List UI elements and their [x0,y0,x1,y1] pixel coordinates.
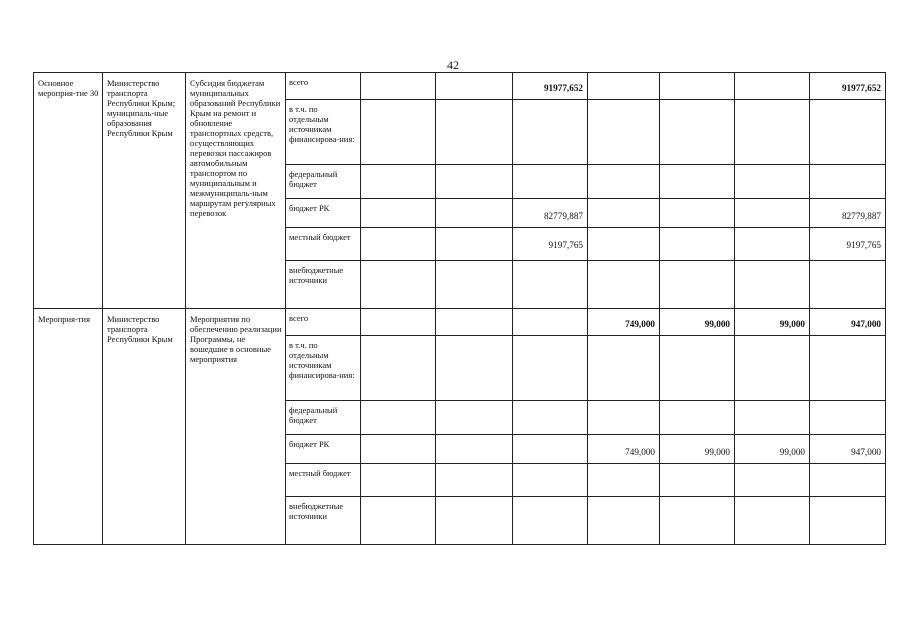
description-text: Мероприятия по обеспечению реализации Программы, не вошедшие в основные мероприятия [190,314,282,364]
value-text [361,336,435,346]
value-text [588,165,659,175]
value-cell [513,435,588,464]
value-text [735,401,809,411]
value-text [588,261,659,271]
value-cell [436,73,513,100]
value-cell [361,165,436,199]
value-text [436,401,512,411]
funding-source-cell [286,464,361,497]
value-text [361,401,435,411]
executor-cell [103,309,186,545]
value-cell [513,401,588,435]
value-cell [810,309,886,336]
value-cell [436,199,513,228]
value-text [810,100,885,110]
value-cell [588,228,660,261]
value-text [588,401,659,411]
funding-source-label: бюджет РК [289,203,330,213]
value-text [735,228,809,240]
funding-source-cell [286,401,361,435]
value-cell [810,497,886,545]
value-text [361,165,435,175]
value-text [588,497,659,507]
value-cell [735,309,810,336]
value-text [735,73,809,83]
funding-source-label: федеральный бюджет [289,169,338,189]
value-text [513,464,587,476]
funding-source-label: всего [289,313,309,323]
funding-source-label: внебюджетные источники [289,265,344,285]
value-text [513,309,587,319]
value-cell [588,497,660,545]
value-text [735,100,809,110]
value-cell [361,309,436,336]
executor-text: Министерство транспорта Республики Крым [107,314,173,344]
value-cell [436,228,513,261]
value-text [735,497,809,507]
value-cell [436,165,513,199]
value-cell [660,401,735,435]
measure-name-cell [34,73,103,309]
value-cell [361,435,436,464]
value-text [660,464,734,476]
value-text [513,435,587,447]
value-text: 91977,652 [543,83,583,93]
funding-source-cell [286,336,361,401]
value-text [361,309,435,319]
funding-source-cell [286,228,361,261]
funding-source-cell [286,261,361,309]
value-text [810,261,885,271]
value-text [588,464,659,476]
value-cell [436,464,513,497]
value-text [513,497,587,507]
description-text: Субсидия бюджетам муниципальных образований Республики Крым на ремонт и обновление транспортных средств, осуществляющих перевозки пассажиров автомобильным транспортом по муниципальным и межмуниципаль-ным маршрутам регулярных перевозок [190,78,281,218]
value-text: 749,000 [625,319,655,329]
value-text [361,261,435,271]
value-cell [361,401,436,435]
funding-source-cell [286,435,361,464]
value-cell [588,309,660,336]
measure-name-text: Мероприя-тия [38,314,90,324]
value-cell [735,261,810,309]
executor-text: Министерство транспорта Республики Крым; муниципаль-ные образования Республики Крым [107,78,176,138]
value-cell [660,228,735,261]
value-text [513,336,587,346]
value-text [735,165,809,175]
value-cell [361,199,436,228]
value-cell [436,336,513,401]
value-text: 947,000 [851,319,881,329]
funding-source-label: внебюджетные источники [289,501,344,521]
value-cell [513,199,588,228]
measure-name-cell [34,309,103,545]
value-cell [436,261,513,309]
value-cell [810,228,886,261]
value-text [660,228,734,240]
value-text [436,165,512,175]
value-cell [436,309,513,336]
value-cell [660,165,735,199]
funding-source-cell [286,309,361,336]
value-text [436,261,512,271]
value-text: 82779,887 [543,211,583,221]
value-cell [361,100,436,165]
value-cell [810,261,886,309]
value-text [660,497,734,507]
value-text [660,100,734,110]
value-text [361,497,435,507]
funding-source-cell [286,100,361,165]
value-cell [588,100,660,165]
value-cell [735,464,810,497]
value-cell [513,165,588,199]
value-cell [735,336,810,401]
page-number: 42 [447,58,459,72]
value-cell [513,261,588,309]
value-cell [361,336,436,401]
value-text [588,199,659,211]
value-text [513,165,587,175]
value-text [588,100,659,110]
value-text [436,228,512,240]
value-text: 99,000 [779,319,805,329]
value-cell [810,464,886,497]
value-text: 947,000 [851,447,881,457]
value-text [660,165,734,175]
value-cell [660,261,735,309]
value-text [513,100,587,110]
value-cell [810,165,886,199]
description-cell [186,73,286,309]
value-cell [436,497,513,545]
value-cell [436,100,513,165]
value-text [361,228,435,240]
value-text [436,464,512,476]
value-text [660,401,734,411]
value-text: 91977,652 [841,83,881,93]
value-cell [361,497,436,545]
value-cell [735,73,810,100]
value-text [436,73,512,83]
value-cell [513,73,588,100]
value-text: 82779,887 [841,211,881,221]
value-text [735,464,809,476]
value-cell [513,228,588,261]
value-cell [588,165,660,199]
value-text: 9197,765 [846,240,881,250]
value-text [361,464,435,476]
value-cell [361,228,436,261]
value-cell [660,199,735,228]
value-cell [513,497,588,545]
value-cell [735,497,810,545]
value-text [735,199,809,211]
value-cell [361,73,436,100]
value-cell [513,100,588,165]
value-cell [361,464,436,497]
value-cell [588,336,660,401]
funding-source-cell [286,165,361,199]
value-cell [436,435,513,464]
value-cell [588,199,660,228]
value-text [361,100,435,110]
value-text [660,261,734,271]
value-cell [513,309,588,336]
value-text [436,199,512,211]
value-text [436,100,512,110]
executor-cell [103,73,186,309]
value-text: 99,000 [704,319,730,329]
funding-source-cell [286,73,361,100]
value-cell [513,464,588,497]
value-cell [588,401,660,435]
table-row [34,73,886,100]
value-text [361,435,435,447]
value-text [735,336,809,346]
value-cell [436,401,513,435]
value-text [660,73,734,83]
funding-source-cell [286,497,361,545]
funding-source-label: в т.ч. по отдельным источникам финансирова-ния: [289,340,355,380]
value-cell [660,497,735,545]
value-text: 749,000 [625,447,655,457]
value-text [436,497,512,507]
value-text [588,336,659,346]
value-text [810,497,885,507]
value-cell [810,100,886,165]
value-text [436,309,512,319]
value-text [810,336,885,346]
value-cell [588,464,660,497]
value-cell [735,199,810,228]
funding-source-label: местный бюджет [289,232,351,242]
value-text: 99,000 [704,447,730,457]
value-text [361,199,435,211]
table-row [34,309,886,336]
value-cell [810,401,886,435]
value-cell [660,73,735,100]
value-text [660,199,734,211]
value-cell [660,435,735,464]
budget-table [33,72,886,545]
description-cell [186,309,286,545]
value-cell [735,165,810,199]
value-text [660,336,734,346]
value-text [588,228,659,240]
value-cell [588,435,660,464]
value-cell [735,100,810,165]
value-cell [588,261,660,309]
measure-name-text: Основное мероприя-тие 30 [38,78,99,98]
value-cell [660,309,735,336]
funding-source-label: всего [289,77,309,87]
value-cell [810,435,886,464]
value-text: 9197,765 [548,240,583,250]
value-text [513,401,587,411]
value-text: 99,000 [779,447,805,457]
value-text [361,73,435,83]
value-text [810,464,885,476]
funding-source-cell [286,199,361,228]
value-cell [810,73,886,100]
value-cell [735,401,810,435]
value-cell [660,100,735,165]
value-text [810,401,885,411]
value-text [588,73,659,83]
value-text [735,261,809,271]
value-cell [810,336,886,401]
funding-source-label: в т.ч. по отдельным источникам финансирова-ния: [289,104,355,144]
value-cell [588,73,660,100]
funding-source-label: бюджет РК [289,439,330,449]
value-cell [735,435,810,464]
value-cell [735,228,810,261]
funding-source-label: федеральный бюджет [289,405,338,425]
value-text [810,165,885,175]
value-cell [810,199,886,228]
value-cell [660,464,735,497]
value-text [513,261,587,271]
value-text [436,336,512,346]
value-text [436,435,512,447]
value-cell [513,336,588,401]
funding-source-label: местный бюджет [289,468,351,478]
value-cell [660,336,735,401]
value-cell [361,261,436,309]
